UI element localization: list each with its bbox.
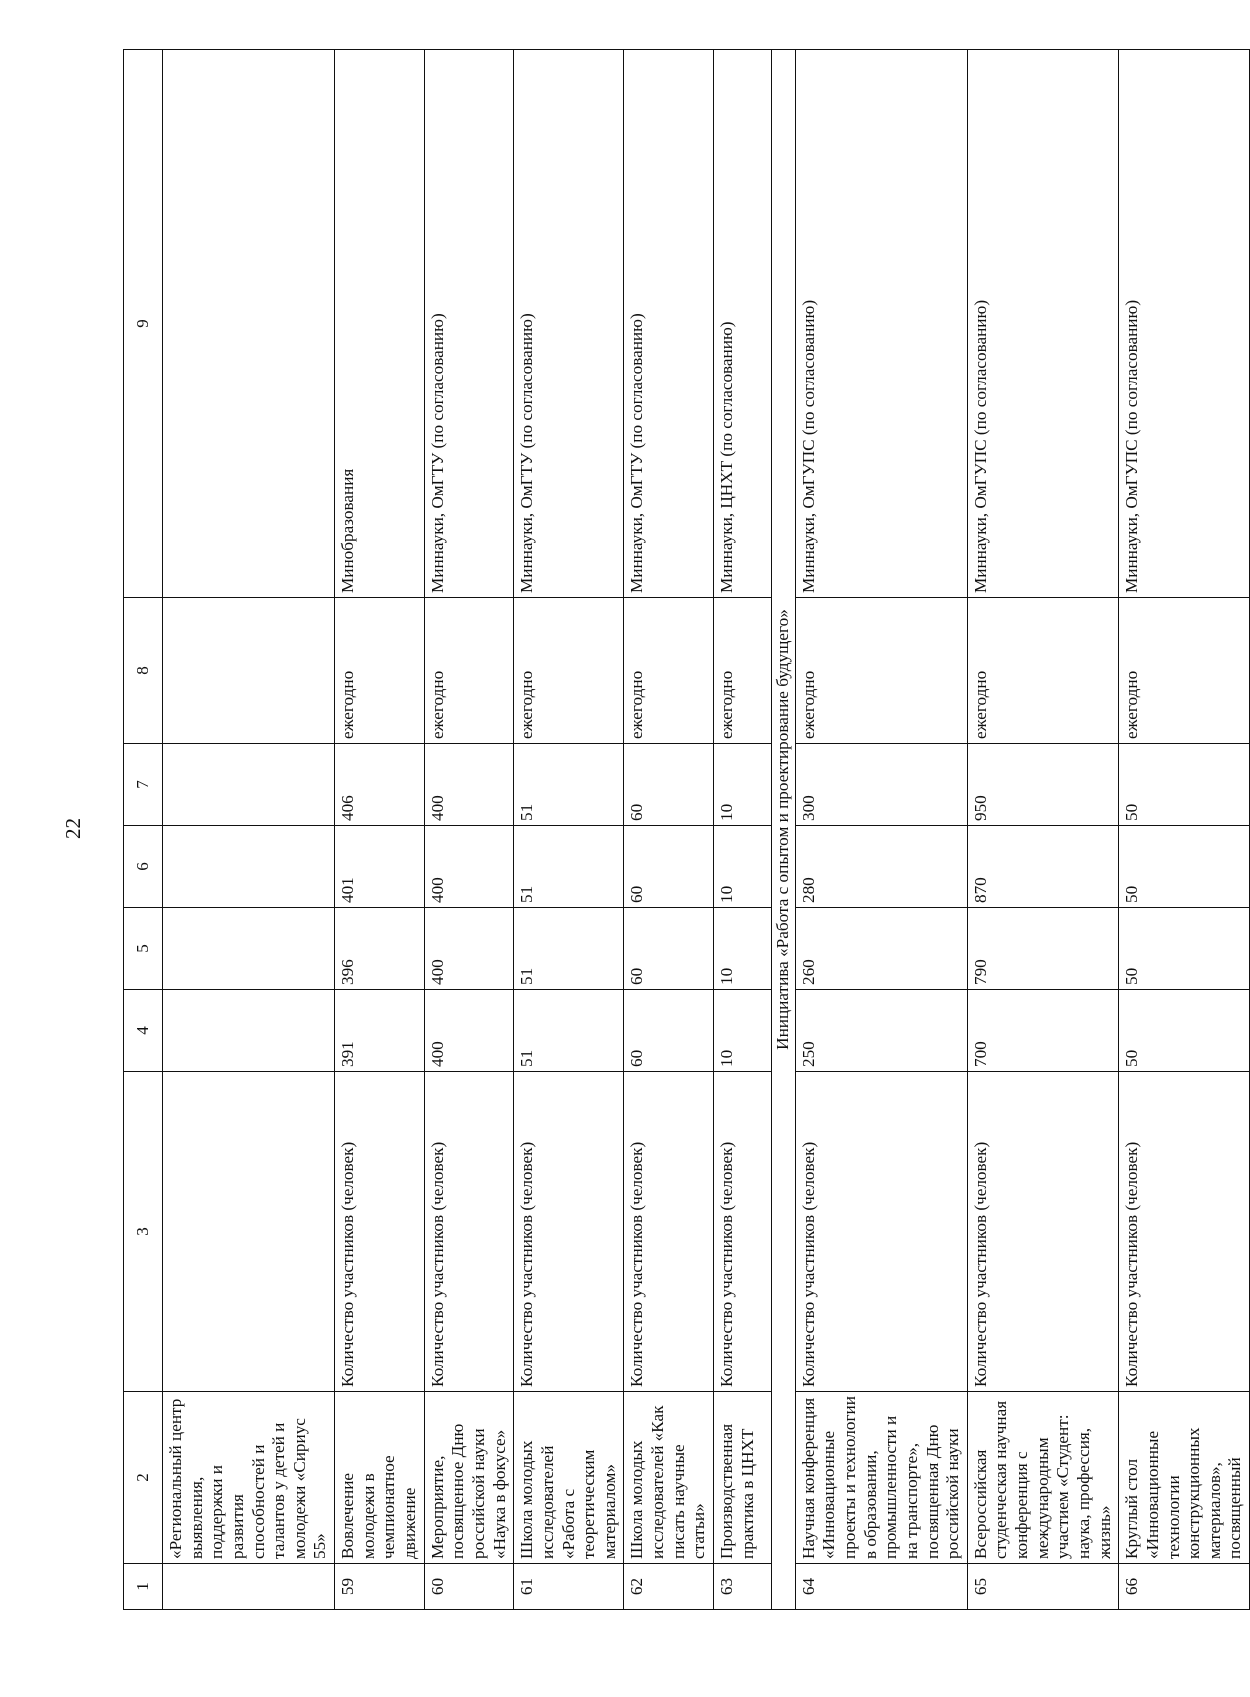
cell-value: 280 xyxy=(795,826,967,908)
cell-value: 396 xyxy=(335,908,425,990)
cell-period: ежегодно xyxy=(514,598,624,744)
cell-indicator: Количество участников (человек) xyxy=(335,1072,425,1392)
cell-number: 63 xyxy=(714,1564,772,1610)
col-header: 2 xyxy=(124,1392,163,1564)
cell-executor: Миннауки, ЦНХТ (по согласованию) xyxy=(714,50,772,598)
cell-executor: Миннауки, ОмГТУ (по согласованию) xyxy=(514,50,624,598)
table-row xyxy=(424,50,514,1610)
table-row xyxy=(163,50,335,1610)
cell-executor: Миннауки, ОмГТУ (по согласованию) xyxy=(624,50,714,598)
cell-value: 401 xyxy=(335,826,425,908)
cell-value: 10 xyxy=(714,990,772,1072)
col-header: 7 xyxy=(124,744,163,826)
col-header: 4 xyxy=(124,990,163,1072)
header-row xyxy=(124,50,163,1610)
cell-value: 51 xyxy=(514,826,624,908)
cell-name: «Региональный центр выявления, поддержки и развития способностей и талантов у детей и молодежи «Сириус 55» xyxy=(163,1392,335,1564)
col-header: 6 xyxy=(124,826,163,908)
table-row xyxy=(335,50,425,1610)
cell-indicator: Количество участников (человек) xyxy=(424,1072,514,1392)
cell-number: 59 xyxy=(335,1564,425,1610)
measures-table xyxy=(123,49,1250,1610)
cell-value: 60 xyxy=(624,744,714,826)
cell-value: 400 xyxy=(424,826,514,908)
cell-period: ежегодно xyxy=(424,598,514,744)
cell-value: 400 xyxy=(424,990,514,1072)
table-row xyxy=(514,50,624,1610)
cell-number: 66 xyxy=(1119,1564,1250,1610)
cell-value: 391 xyxy=(335,990,425,1072)
page-number: 22 xyxy=(61,818,85,839)
section-row xyxy=(772,50,796,1610)
col-header: 8 xyxy=(124,598,163,744)
cell-executor: Миннауки, ОмГУПС (по согласованию) xyxy=(967,50,1118,598)
cell-value: 406 xyxy=(335,744,425,826)
cell-value: 700 xyxy=(967,990,1118,1072)
cell-period: ежегодно xyxy=(624,598,714,744)
cell-value: 10 xyxy=(714,908,772,990)
cell-value: 260 xyxy=(795,908,967,990)
cell-period: ежегодно xyxy=(335,598,425,744)
cell-number: 61 xyxy=(514,1564,624,1610)
cell-value: 10 xyxy=(714,744,772,826)
cell-indicator: Количество участников (человек) xyxy=(1119,1072,1250,1392)
cell-name: Школа молодых исследователей «Как писать научные статьи» xyxy=(624,1392,714,1564)
cell-value: 870 xyxy=(967,826,1118,908)
table-row xyxy=(1119,50,1250,1610)
cell-period: ежегодно xyxy=(1119,598,1250,744)
cell-value: 51 xyxy=(514,744,624,826)
cell-value: 51 xyxy=(514,908,624,990)
cell-indicator: Количество участников (человек) xyxy=(514,1072,624,1392)
cell-period: ежегодно xyxy=(714,598,772,744)
cell-indicator: Количество участников (человек) xyxy=(795,1072,967,1392)
cell-executor: Миннауки, ОмГУПС (по согласованию) xyxy=(795,50,967,598)
cell-value: 250 xyxy=(795,990,967,1072)
cell-value: 10 xyxy=(714,826,772,908)
cell-name: Круглый стол «Инновационные технологии конструкционных материалов», посвященный xyxy=(1119,1392,1250,1564)
cell-value: 950 xyxy=(967,744,1118,826)
cell-indicator: Количество участников (человек) xyxy=(624,1072,714,1392)
cell-value: 400 xyxy=(424,744,514,826)
cell-executor: Миннауки, ОмГТУ (по согласованию) xyxy=(424,50,514,598)
cell-number: 64 xyxy=(795,1564,967,1610)
table-row xyxy=(624,50,714,1610)
rotated-table-wrapper xyxy=(123,50,1245,1610)
cell-value: 790 xyxy=(967,908,1118,990)
cell-value: 50 xyxy=(1119,826,1250,908)
cell-value: 300 xyxy=(795,744,967,826)
cell-value: 60 xyxy=(624,908,714,990)
col-header: 5 xyxy=(124,908,163,990)
cell-period: ежегодно xyxy=(967,598,1118,744)
col-header: 1 xyxy=(124,1564,163,1610)
cell-executor: Минобразования xyxy=(335,50,425,598)
table-row xyxy=(714,50,772,1610)
cell-name: Научная конференция «Инновационные проекты и технологии в образовании, промышленности и на транспорте», посвященная Дню российской науки xyxy=(795,1392,967,1564)
cell-value: 51 xyxy=(514,990,624,1072)
cell-value: 400 xyxy=(424,908,514,990)
cell-name: Школа молодых исследователей «Работа с теоретическим материалом» xyxy=(514,1392,624,1564)
cell-value: 60 xyxy=(624,990,714,1072)
cell-number: 62 xyxy=(624,1564,714,1610)
table-row xyxy=(795,50,967,1610)
col-header: 3 xyxy=(124,1072,163,1392)
cell-number: 60 xyxy=(424,1564,514,1610)
cell-period: ежегодно xyxy=(795,598,967,744)
cell-value: 50 xyxy=(1119,990,1250,1072)
col-header: 9 xyxy=(124,50,163,598)
cell-indicator: Количество участников (человек) xyxy=(714,1072,772,1392)
cell-name: Мероприятие, посвященное Дню российской науки «Наука в фокусе» xyxy=(424,1392,514,1564)
cell-name: Всероссийская студенческая научная конференция с международным участием «Студент: наука, профессия, жизнь» xyxy=(967,1392,1118,1564)
cell-value: 50 xyxy=(1119,908,1250,990)
table-row xyxy=(967,50,1118,1610)
cell-name: Производственная практика в ЦНХТ xyxy=(714,1392,772,1564)
section-title: Инициатива «Работа с опытом и проектирование будущего» xyxy=(772,50,796,1610)
cell-value: 50 xyxy=(1119,744,1250,826)
cell-indicator: Количество участников (человек) xyxy=(967,1072,1118,1392)
cell-number: 65 xyxy=(967,1564,1118,1610)
cell-name: Вовлечение молодежи в чемпионатное движение xyxy=(335,1392,425,1564)
cell-value: 60 xyxy=(624,826,714,908)
cell-executor: Миннауки, ОмГУПС (по согласованию) xyxy=(1119,50,1250,598)
